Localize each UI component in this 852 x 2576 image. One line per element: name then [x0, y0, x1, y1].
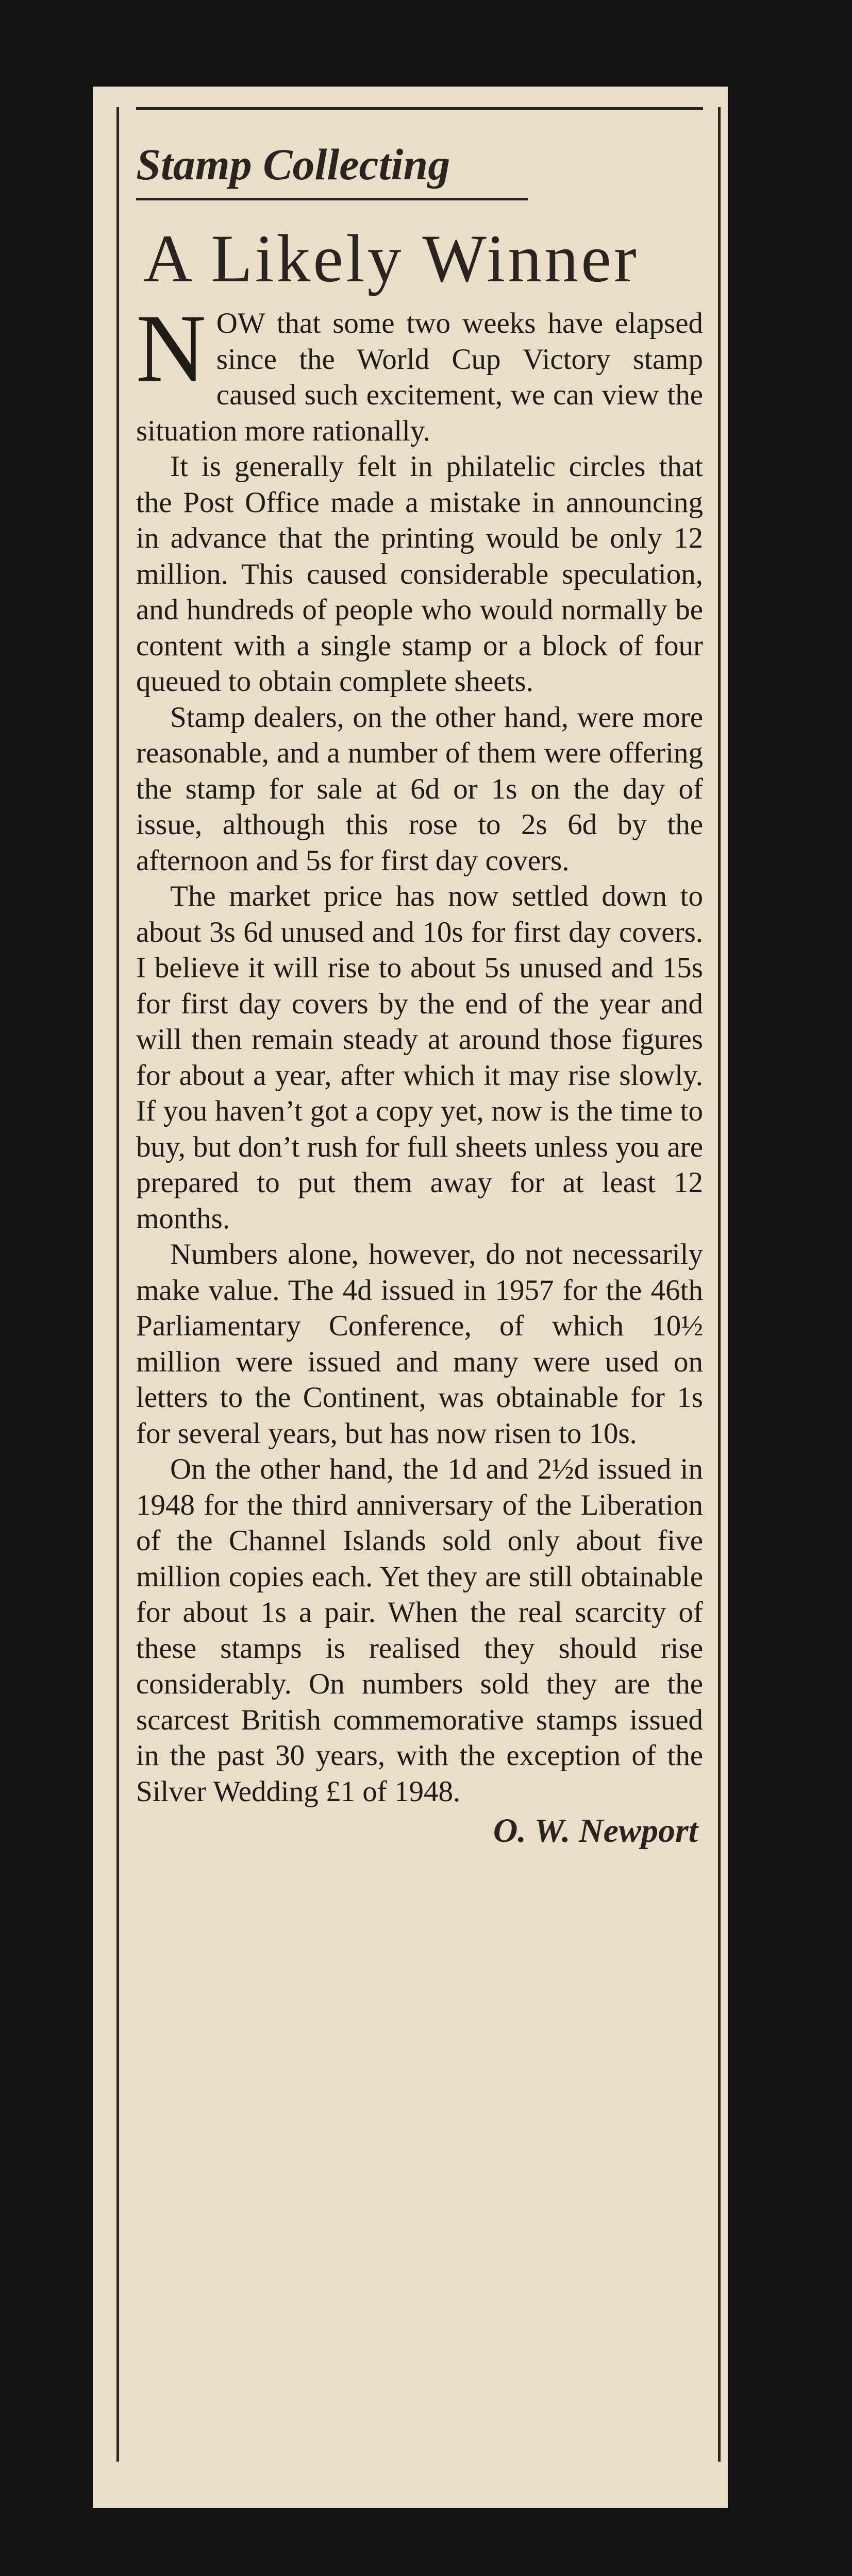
paragraph-3: Stamp dealers, on the other hand, were more reasonable, and a number of them were offering the stamp for sale at 6d or 1s on the day of issue, although this rose to 2s 6d by the afternoon and 5s for first day covers.: [136, 701, 703, 877]
headline: A Likely Winner: [143, 220, 639, 296]
paragraph-1: [136, 294, 703, 449]
paragraph-5: Numbers alone, however, do not necessarily make value. The 4d issued in 1957 for the 46th Parliamentary Conference, of which 10½ million were issued and many were used on letters to the Continent, was obtainable for 1s for several years, but has now risen to 10s.: [136, 1238, 703, 1450]
paragraph-4: The market price has now settled down to about 3s 6d unused and 10s for first day covers. I believe it will rise to about 5s unused and 15s for first day covers by the end of the year and will then remain steady at around those figures for about a year, after which it may rise slowly. If you haven’t got a copy yet, now is the time to buy, but don’t rush for full sheets unless you are prepared to put them away for at least 12 months.: [136, 880, 703, 1235]
section-heading: Stamp Collecting: [136, 140, 450, 189]
drop-cap: N: [136, 294, 206, 402]
paragraph-6: On the other hand, the 1d and 2½d issued in 1948 for the third anniversary of the Liberation of the Channel Islands sold only about five million copies each. Yet they are still obtainable for about 1s a pair. When the real scarcity of these stamps is realised they should rise considerably. On numbers sold they are the scarcest British commemorative stamps issued in the past 30 years, with the exception of the Silver Wedding £1 of 1948.: [136, 1453, 703, 1808]
byline: O. W. Newport: [493, 1812, 698, 1850]
article-column: [136, 117, 703, 1851]
paragraph-2: It is generally felt in philatelic circles that the Post Office made a mistake in announcing in advance that the printing would be only 12 million. This caused considerable speculation, and hundreds of people who would normally be content with a single stamp or a block of four queued to obtain complete sheets.: [136, 450, 703, 698]
top-rule: [136, 107, 703, 110]
paragraph-1-text: OW that some two weeks have elapsed since the World Cup Victory stamp caused such excitement, we can view the situation more rationally.: [136, 307, 703, 447]
newspaper-clipping: [93, 87, 728, 2508]
left-column-rule: [116, 107, 119, 2462]
article-body: [136, 294, 703, 1809]
right-column-rule: [718, 107, 721, 2462]
section-heading-rule: [136, 198, 528, 200]
